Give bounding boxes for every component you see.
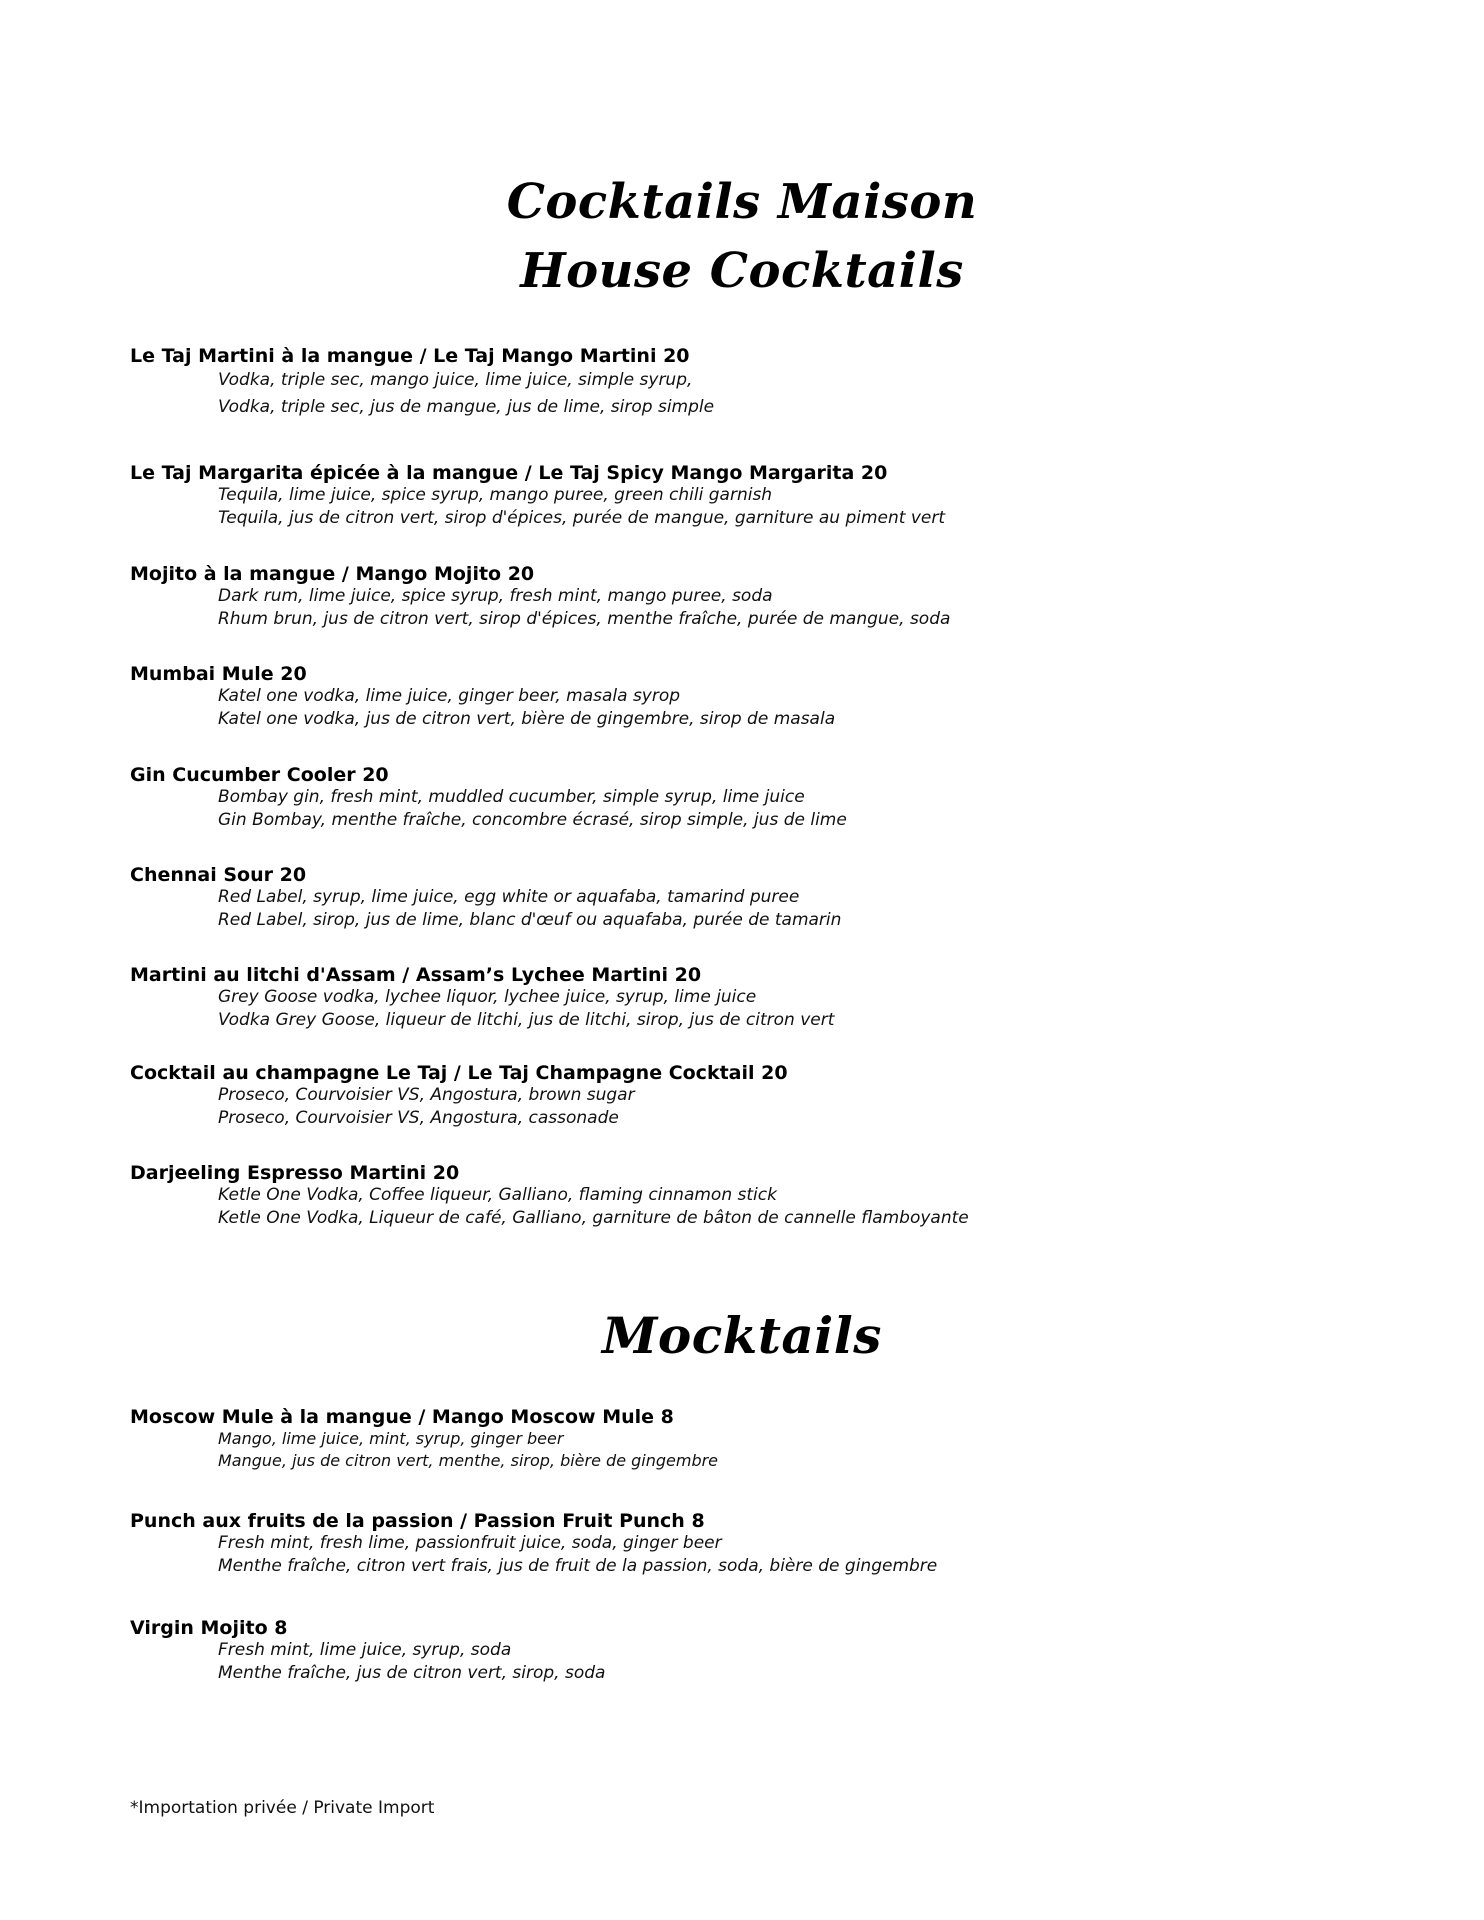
menu-item-name: Mojito à la mangue / Mango Mojito 20 (130, 563, 535, 585)
menu-item-name: Darjeeling Espresso Martini 20 (130, 1162, 460, 1184)
menu-item-desc-en: Red Label, syrup, lime juice, egg white or aquafaba, tamarind puree (218, 887, 800, 907)
footnote: *Importation privée / Private Import (130, 1798, 435, 1818)
menu-item (130, 1062, 788, 1130)
menu-item-desc-en: Vodka, triple sec, mango juice, lime juice, simple syrup, (218, 370, 693, 390)
menu-item-desc-fr: Vodka Grey Goose, liqueur de litchi, jus de litchi, sirop, jus de citron vert (218, 1010, 835, 1030)
menu-item (130, 1406, 718, 1472)
menu-item-name: Cocktail au champagne Le Taj / Le Taj Champagne Cocktail 20 (130, 1062, 788, 1084)
menu-item-desc-en: Fresh mint, lime juice, syrup, soda (218, 1640, 512, 1660)
menu-item-desc-fr: Katel one vodka, jus de citron vert, bière de gingembre, sirop de masala (218, 709, 836, 729)
menu-item-name: Le Taj Martini à la mangue / Le Taj Mango Martini 20 (130, 345, 690, 367)
menu-item-desc-en: Tequila, lime juice, spice syrup, mango puree, green chili garnish (218, 485, 773, 505)
menu-item (130, 462, 945, 530)
menu-item-name: Moscow Mule à la mangue / Mango Moscow Mule 8 (130, 1406, 674, 1428)
mocktails-heading: Mocktails (602, 1306, 882, 1365)
menu-item-desc-en: Bombay gin, fresh mint, muddled cucumber, simple syrup, lime juice (218, 787, 805, 807)
menu-item-name: Gin Cucumber Cooler 20 (130, 764, 389, 786)
menu-item-name: Virgin Mojito 8 (130, 1617, 288, 1639)
menu-item (130, 1617, 605, 1685)
menu-item (130, 864, 841, 932)
menu-item-desc-en: Dark rum, lime juice, spice syrup, fresh mint, mango puree, soda (218, 586, 773, 606)
menu-item-desc-en: Mango, lime juice, mint, syrup, ginger beer (218, 1429, 564, 1448)
menu-item-name: Punch aux fruits de la passion / Passion Fruit Punch 8 (130, 1510, 705, 1532)
menu-item-desc-fr: Menthe fraîche, citron vert frais, jus de fruit de la passion, soda, bière de gingembre (218, 1556, 938, 1576)
cocktails-heading-en: House Cocktails (520, 243, 964, 299)
menu-item-name: Chennai Sour 20 (130, 864, 307, 886)
menu-item (130, 1162, 969, 1230)
menu-item-desc-en: Proseco, Courvoisier VS, Angostura, brown sugar (218, 1085, 635, 1105)
menu-item-desc-fr: Vodka, triple sec, jus de mangue, jus de lime, sirop simple (218, 397, 715, 417)
menu-item-desc-fr: Ketle One Vodka, Liqueur de café, Galliano, garniture de bâton de cannelle flamboyante (218, 1208, 969, 1228)
cocktails-heading-fr: Cocktails Maison (506, 174, 978, 230)
menu-item-desc-fr: Rhum brun, jus de citron vert, sirop d'épices, menthe fraîche, purée de mangue, soda (218, 609, 951, 629)
menu-item-desc-en: Katel one vodka, lime juice, ginger beer, masala syrop (218, 686, 681, 706)
menu-item (130, 1510, 937, 1578)
menu-item-desc-en: Grey Goose vodka, lychee liquor, lychee juice, syrup, lime juice (218, 987, 757, 1007)
menu-item-desc-fr: Tequila, jus de citron vert, sirop d'épices, purée de mangue, garniture au piment vert (218, 508, 945, 528)
menu-item-desc-en: Fresh mint, fresh lime, passionfruit juice, soda, ginger beer (218, 1533, 722, 1553)
menu-item-name: Le Taj Margarita épicée à la mangue / Le Taj Spicy Mango Margarita 20 (130, 462, 888, 484)
menu-item-desc-fr: Menthe fraîche, jus de citron vert, sirop, soda (218, 1663, 606, 1683)
menu-item-desc-fr: Gin Bombay, menthe fraîche, concombre écrasé, sirop simple, jus de lime (218, 810, 847, 830)
menu-item (130, 345, 714, 421)
menu-item-desc-en: Ketle One Vodka, Coffee liqueur, Galliano, flaming cinnamon stick (218, 1185, 777, 1205)
menu-item (130, 663, 835, 731)
menu-item-desc-fr: Mangue, jus de citron vert, menthe, sirop, bière de gingembre (218, 1451, 719, 1470)
menu-item (130, 964, 834, 1032)
menu-item-name: Mumbai Mule 20 (130, 663, 307, 685)
menu-item-name: Martini au litchi d'Assam / Assam’s Lychee Martini 20 (130, 964, 702, 986)
menu-item (130, 563, 950, 631)
menu-item-desc-fr: Proseco, Courvoisier VS, Angostura, cassonade (218, 1108, 619, 1128)
menu-item-desc-fr: Red Label, sirop, jus de lime, blanc d'œuf ou aquafaba, purée de tamarin (218, 910, 842, 930)
menu-item (130, 764, 847, 832)
